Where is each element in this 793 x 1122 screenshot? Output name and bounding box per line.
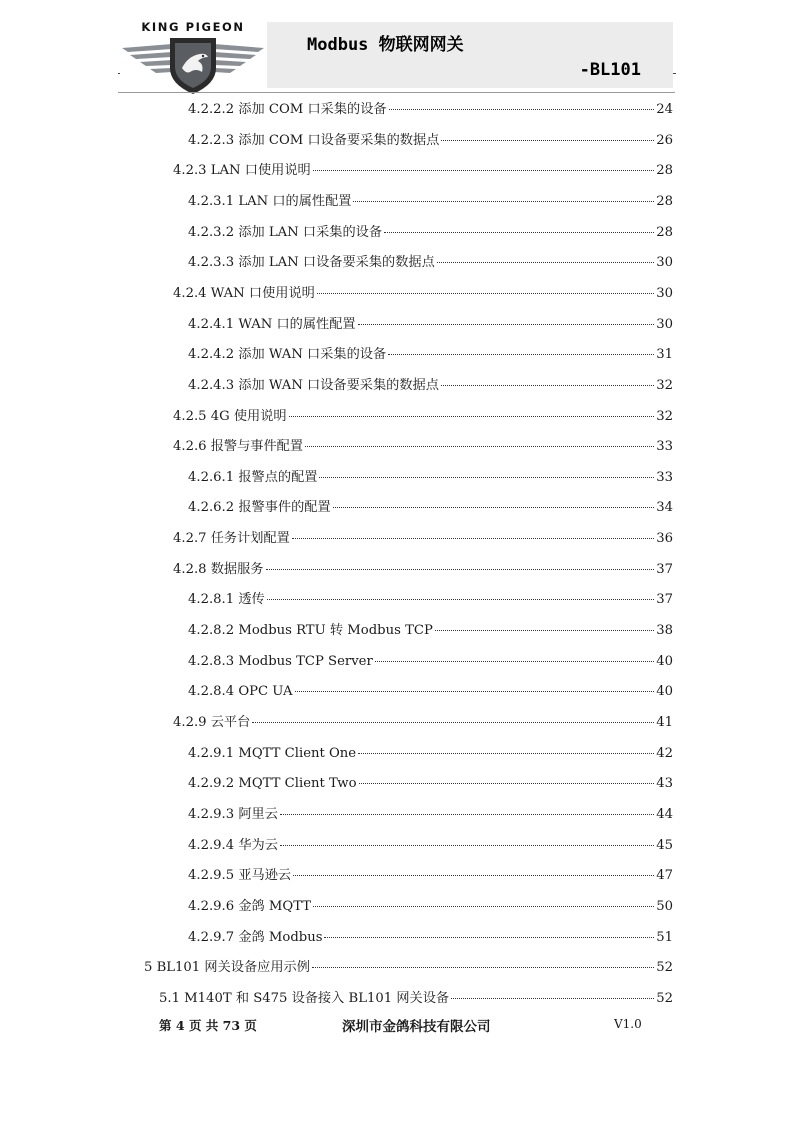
toc-entry[interactable] <box>188 221 673 241</box>
toc-dot-leader <box>451 984 654 999</box>
toc-entry-title: 4.2.9.1 MQTT Client One <box>188 745 357 761</box>
toc-entry[interactable] <box>188 926 673 946</box>
toc-entry[interactable] <box>173 527 673 547</box>
toc-page-number: 32 <box>656 408 673 424</box>
toc-dot-leader <box>437 248 654 263</box>
toc-entry-title: 4.2.9.6 金鸽 MQTT <box>188 898 312 914</box>
toc-page-number: 32 <box>656 377 673 393</box>
toc-dot-leader <box>312 953 654 968</box>
toc-entry-title: 4.2.4 WAN 口使用说明 <box>173 285 315 301</box>
toc-entry-title: 4.2.6 报警与事件配置 <box>173 439 304 455</box>
toc-entry-title: 4.2.3.1 LAN 口的属性配置 <box>188 193 352 209</box>
page-footer <box>0 1016 793 1036</box>
toc-dot-leader <box>319 463 654 478</box>
brand-name: KING PIGEON <box>141 20 245 34</box>
toc-entry-title: 5.1 M140T 和 S475 设备接入 BL101 网关设备 <box>159 990 450 1006</box>
toc-entry-title: 4.2.9.5 亚马逊云 <box>188 868 292 884</box>
toc-page-number: 44 <box>656 806 673 822</box>
toc-entry[interactable] <box>188 772 673 792</box>
toc-entry-title: 4.2.8.1 透传 <box>188 592 265 608</box>
toc-page-number: 26 <box>656 132 673 148</box>
toc-dot-leader <box>280 831 654 846</box>
toc-entry[interactable] <box>188 466 673 486</box>
toc-entry[interactable] <box>188 343 673 363</box>
toc-dot-leader <box>313 156 655 171</box>
toc-page-number: 52 <box>656 960 673 976</box>
toc-dot-leader <box>305 432 654 447</box>
toc-entry[interactable] <box>188 680 673 700</box>
toc-page-number: 50 <box>656 898 673 914</box>
toc-page-number: 28 <box>656 224 673 240</box>
toc-entry[interactable] <box>173 558 673 578</box>
toc-page-number: 41 <box>656 715 673 730</box>
toc-dot-leader <box>441 371 654 386</box>
toc-dot-leader <box>295 677 655 692</box>
toc-page-number: 30 <box>656 316 673 332</box>
toc-page-number: 40 <box>656 684 673 700</box>
toc-dot-leader <box>389 95 655 110</box>
toc-entry-title: 4.2.6.1 报警点的配置 <box>188 469 318 485</box>
toc-entry-title: 4.2.8 数据服务 <box>173 561 264 577</box>
header-divider <box>118 92 675 93</box>
toc-entry[interactable] <box>188 619 673 639</box>
toc-dot-leader <box>324 923 654 938</box>
toc-page-number: 37 <box>656 592 673 608</box>
toc-entry[interactable] <box>188 313 673 333</box>
toc-entry[interactable] <box>188 803 673 823</box>
toc-page-number: 36 <box>656 531 673 547</box>
toc-dot-leader <box>384 218 654 233</box>
header-tick-left <box>118 73 120 74</box>
toc-page-number: 52 <box>656 990 673 1006</box>
total-page-number: 73 <box>222 1018 241 1033</box>
toc-page-number: 30 <box>656 255 673 271</box>
toc-dot-leader <box>313 892 654 907</box>
document-version: V1.0 <box>614 1017 642 1031</box>
toc-page-number: 24 <box>656 102 673 117</box>
toc-entry-title: 4.2.2.2 添加 COM 口采集的设备 <box>188 102 387 117</box>
page-mid-text: 页 共 <box>188 1018 219 1033</box>
toc-entry[interactable] <box>188 98 673 118</box>
toc-entry-title: 4.2.9.4 华为云 <box>188 837 278 853</box>
document-title: Modbus 物联网网关 <box>307 35 464 55</box>
toc-page-number: 31 <box>656 347 673 363</box>
toc-entry-title: 5 BL101 网关设备应用示例 <box>144 960 310 976</box>
toc-dot-leader <box>333 493 655 508</box>
toc-entry-title: 4.2.3.2 添加 LAN 口采集的设备 <box>188 224 383 240</box>
toc-dot-leader <box>289 402 655 417</box>
toc-dot-leader <box>252 708 654 723</box>
toc-page-number: 33 <box>656 439 673 455</box>
toc-dot-leader <box>358 739 654 754</box>
toc-dot-leader <box>293 861 654 876</box>
toc-entry-title: 4.2.6.2 报警事件的配置 <box>188 500 331 516</box>
toc-entry-title: 4.2.3 LAN 口使用说明 <box>173 163 311 179</box>
toc-entry[interactable] <box>188 588 673 608</box>
toc-entry[interactable] <box>159 987 673 1007</box>
toc-entry-title: 4.2.9 云平台 <box>173 715 251 730</box>
toc-entry[interactable] <box>173 711 673 731</box>
toc-entry[interactable] <box>188 834 673 854</box>
document-header <box>267 22 673 88</box>
toc-entry[interactable] <box>188 864 673 884</box>
toc-entry-title: 4.2.9.3 阿里云 <box>188 806 278 822</box>
toc-entry-title: 4.2.8.3 Modbus TCP Server <box>188 653 373 669</box>
toc-entry[interactable] <box>188 895 673 915</box>
toc-entry[interactable] <box>144 956 673 976</box>
toc-page-number: 38 <box>656 623 673 639</box>
product-model: -BL101 <box>579 60 641 80</box>
toc-entry-title: 4.2.9.7 金鸽 Modbus <box>188 929 323 945</box>
toc-entry-title: 4.2.8.4 OPC UA <box>188 684 293 700</box>
toc-dot-leader <box>353 187 654 202</box>
toc-page-number: 51 <box>656 929 673 945</box>
toc-page-number: 28 <box>656 163 673 179</box>
toc-page-number: 37 <box>656 561 673 577</box>
toc-dot-leader <box>435 616 654 631</box>
toc-entry[interactable] <box>188 251 673 271</box>
toc-entry[interactable] <box>173 282 673 302</box>
header-tick-right <box>673 73 676 74</box>
toc-page-number: 47 <box>656 868 673 884</box>
toc-dot-leader <box>267 585 655 600</box>
toc-entry[interactable] <box>173 405 673 425</box>
pigeon-shield-icon <box>118 34 268 98</box>
toc-dot-leader <box>317 279 654 294</box>
toc-page-number: 45 <box>656 837 673 853</box>
toc-entry-title: 4.2.4.2 添加 WAN 口采集的设备 <box>188 347 387 363</box>
toc-page-number: 34 <box>656 500 673 516</box>
toc-entry[interactable] <box>188 190 673 210</box>
toc-dot-leader <box>292 524 654 539</box>
toc-dot-leader <box>441 126 654 141</box>
toc-entry-title: 4.2.4.3 添加 WAN 口设备要采集的数据点 <box>188 377 439 393</box>
toc-page-number: 43 <box>656 776 673 792</box>
toc-entry-title: 4.2.5 4G 使用说明 <box>173 408 287 424</box>
toc-entry[interactable] <box>173 159 673 179</box>
page-prefix: 第 <box>159 1018 172 1033</box>
toc-entry[interactable] <box>173 435 673 455</box>
toc-dot-leader <box>266 555 655 570</box>
toc-entry[interactable] <box>188 742 673 762</box>
toc-page-number: 33 <box>656 469 673 485</box>
toc-entry-title: 4.2.8.2 Modbus RTU 转 Modbus TCP <box>188 623 433 639</box>
toc-entry[interactable] <box>188 650 673 670</box>
company-logo <box>118 16 268 98</box>
toc-page-number: 42 <box>656 745 673 761</box>
toc-page-number: 30 <box>656 285 673 301</box>
toc-entry-title: 4.2.4.1 WAN 口的属性配置 <box>188 316 356 332</box>
toc-page-number: 28 <box>656 193 673 209</box>
page-counter <box>159 1016 257 1034</box>
toc-page-number: 40 <box>656 653 673 669</box>
toc-entry-title: 4.2.2.3 添加 COM 口设备要采集的数据点 <box>188 132 440 148</box>
company-name: 深圳市金鸽科技有限公司 <box>342 1019 491 1035</box>
current-page-number: 4 <box>175 1018 185 1033</box>
toc-dot-leader <box>280 800 654 815</box>
toc-entry-title: 4.2.9.2 MQTT Client Two <box>188 776 357 792</box>
toc-dot-leader <box>388 340 654 355</box>
toc-entry-title: 4.2.3.3 添加 LAN 口设备要采集的数据点 <box>188 255 435 271</box>
toc-entry[interactable] <box>188 496 673 516</box>
page-suffix: 页 <box>244 1018 257 1033</box>
toc-entry-title: 4.2.7 任务计划配置 <box>173 531 290 547</box>
toc-dot-leader <box>358 310 655 325</box>
toc-entry[interactable] <box>188 374 673 394</box>
toc-entry[interactable] <box>188 129 673 149</box>
toc-dot-leader <box>359 769 655 784</box>
toc-dot-leader <box>375 647 654 662</box>
